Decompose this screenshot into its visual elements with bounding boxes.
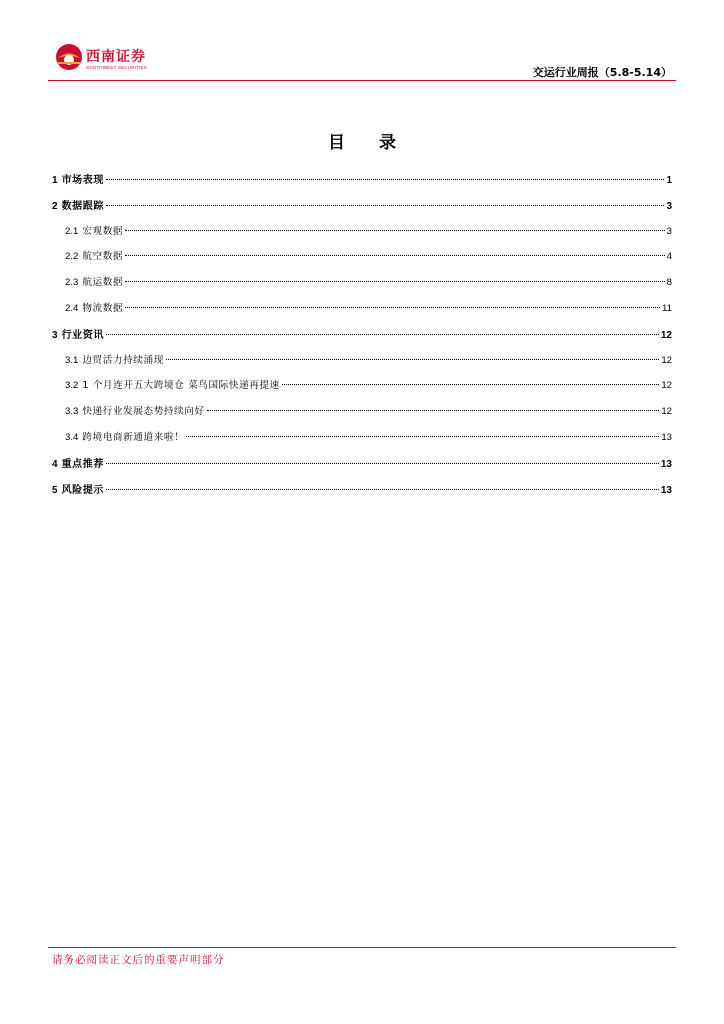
toc-entry-label: 航运数据 — [82, 277, 124, 289]
toc-entry[interactable] — [52, 481, 672, 507]
logo-text: 西南证券 — [86, 49, 146, 65]
toc-entry-number: 5 — [52, 484, 58, 496]
toc-entry[interactable] — [52, 429, 672, 455]
toc-entry-label: 数据跟踪 — [61, 200, 104, 212]
toc-dot-leader — [125, 281, 665, 282]
toc-entry-label: 1 个月连开五大跨境仓 菜鸟国际快递再提速 — [82, 380, 280, 392]
toc-entry-number: 2.4 — [65, 302, 79, 314]
toc-dot-leader — [125, 307, 660, 308]
toc-dot-leader — [125, 230, 665, 231]
toc-entry-number: 3.3 — [65, 406, 79, 418]
toc-entry-page: 12 — [660, 329, 672, 341]
toc-entry[interactable] — [52, 171, 672, 197]
toc-entry-page: 12 — [661, 354, 672, 366]
toc-entry-label: 行业资讯 — [61, 329, 104, 341]
table-of-contents — [52, 171, 672, 506]
toc-entry-number: 3 — [52, 329, 58, 341]
toc-entry-number: 2.2 — [65, 251, 79, 263]
header-divider — [48, 80, 676, 81]
toc-entry-label: 市场表现 — [61, 175, 104, 186]
toc-dot-leader — [207, 410, 660, 411]
toc-entry-page: 13 — [661, 431, 672, 443]
toc-entry[interactable] — [52, 300, 672, 326]
toc-entry-number: 3.1 — [65, 354, 79, 366]
footer-disclaimer: 请务必阅读正文后的重要声明部分 — [52, 954, 225, 966]
toc-entry-page: 13 — [660, 458, 672, 470]
toc-entry[interactable] — [52, 197, 672, 223]
toc-entry[interactable] — [52, 455, 672, 481]
toc-entry[interactable] — [52, 248, 672, 274]
toc-dot-leader — [186, 436, 659, 437]
toc-dot-leader — [106, 205, 664, 206]
toc-entry-number: 2.1 — [65, 225, 79, 237]
toc-entry-label: 快递行业发展态势持续向好 — [82, 406, 205, 418]
toc-dot-leader — [106, 489, 659, 490]
toc-dot-leader — [166, 359, 659, 360]
toc-entry-label: 物流数据 — [82, 302, 124, 314]
toc-heading: 目 录 — [328, 133, 410, 153]
logo-emblem-icon — [55, 43, 83, 71]
toc-entry-page: 13 — [660, 484, 672, 496]
toc-entry-page: 4 — [666, 251, 672, 263]
toc-dot-leader — [106, 463, 659, 464]
toc-entry-label: 边贸活力持续涌现 — [82, 354, 164, 366]
toc-entry[interactable] — [52, 352, 672, 378]
toc-entry-number: 4 — [52, 458, 58, 470]
toc-entry[interactable] — [52, 377, 672, 403]
toc-dot-leader — [106, 334, 659, 335]
toc-entry-page: 1 — [666, 175, 672, 186]
toc-entry-page: 11 — [662, 302, 672, 314]
toc-entry-number: 1 — [52, 175, 58, 186]
toc-entry[interactable] — [52, 326, 672, 352]
toc-entry-number: 3.2 — [65, 380, 79, 392]
toc-entry-page: 8 — [666, 277, 672, 289]
toc-entry-label: 宏观数据 — [82, 225, 124, 237]
report-title: 交运行业周报（5.8-5.14） — [532, 66, 672, 79]
toc-entry-page: 3 — [666, 225, 672, 237]
toc-entry-number: 2 — [52, 200, 58, 212]
toc-entry-page: 12 — [661, 380, 672, 392]
toc-dot-leader — [125, 255, 665, 256]
toc-entry-label: 跨境电商新通道来啦！ — [82, 431, 185, 443]
toc-entry[interactable] — [52, 403, 672, 429]
footer-divider — [48, 947, 676, 948]
toc-entry-number: 3.4 — [65, 431, 79, 443]
toc-entry-label: 航空数据 — [82, 251, 124, 263]
company-logo — [55, 43, 155, 75]
toc-entry[interactable] — [52, 223, 672, 249]
toc-entry-number: 2.3 — [65, 277, 79, 289]
toc-dot-leader — [106, 179, 664, 180]
toc-dot-leader — [282, 384, 659, 385]
toc-entry[interactable] — [52, 274, 672, 300]
toc-entry-label: 风险提示 — [61, 484, 104, 496]
toc-entry-label: 重点推荐 — [61, 458, 104, 470]
logo-subtitle: SOUTHWEST SECURITIES — [86, 65, 147, 70]
toc-entry-page: 12 — [661, 406, 672, 418]
toc-entry-page: 3 — [666, 200, 672, 212]
